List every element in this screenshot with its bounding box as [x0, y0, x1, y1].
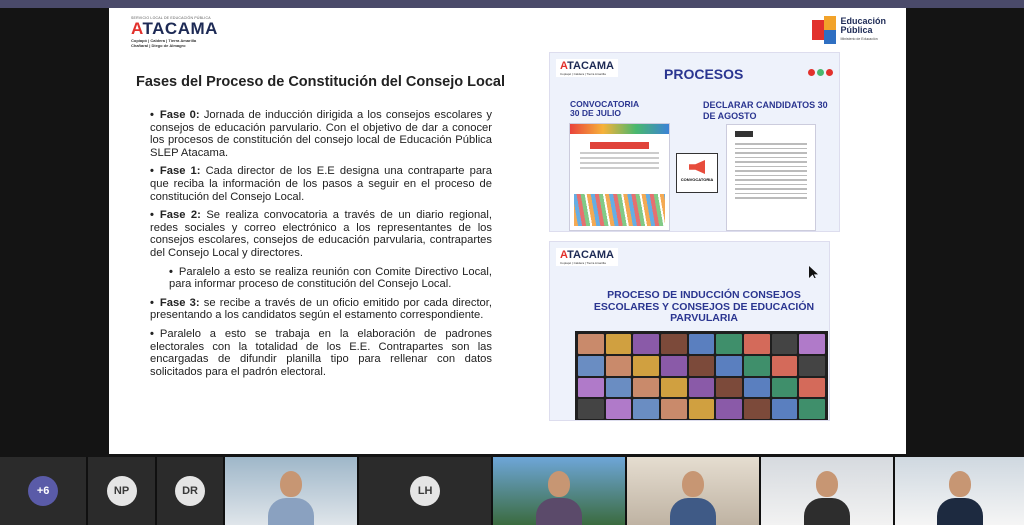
video-call-grid-image	[575, 331, 828, 421]
bullet-icon: •	[150, 165, 154, 178]
grid-tile	[689, 356, 715, 376]
grid-tile	[689, 334, 715, 354]
grid-tile	[744, 356, 770, 376]
grid-tile	[578, 399, 604, 419]
grid-tile	[661, 356, 687, 376]
phase-item	[150, 266, 492, 291]
bullet-icon: •	[150, 296, 154, 309]
grid-tile	[716, 378, 742, 398]
grid-tile	[772, 378, 798, 398]
phase-item	[150, 109, 492, 159]
atacama-logo	[131, 16, 241, 48]
grid-tile	[689, 378, 715, 398]
phase-text: Jornada de inducción dirigida a los consejos escolares y consejos de educación parvulario. Con el objetivo de dar a conocer los procesos de constitución del consejo local de Educación Pública SLEP Atacama.	[150, 109, 493, 159]
grid-tile	[716, 399, 742, 419]
participant-video-image	[536, 471, 582, 525]
panel-dots	[808, 69, 833, 76]
more-participants-badge[interactable]: +6	[28, 476, 58, 506]
declarar-candidatos-label: DECLARAR CANDIDATOS 30 DE AGOSTO	[703, 100, 828, 121]
grid-tile	[716, 334, 742, 354]
convocatoria-poster-image	[569, 123, 670, 231]
grid-tile	[716, 356, 742, 376]
participant-video-image	[804, 471, 850, 525]
phase-item	[150, 297, 492, 322]
induccion-heading: PROCESO DE INDUCCIÓN CONSEJOS ESCOLARES Y CONSEJOS DE EDUCACIÓN PARVULARIA	[593, 289, 815, 324]
bullet-icon: •	[169, 265, 173, 278]
convocatoria-label	[570, 100, 639, 118]
shared-screen-slide	[109, 8, 906, 454]
participant-tile[interactable]	[627, 457, 759, 525]
megaphone-label: CONVOCATORIA	[680, 177, 714, 182]
grid-tile	[744, 378, 770, 398]
phase-text: Paralelo a esto se trabaja en la elaboración de padrones electorales con la totalidad de los E.E. Contrapartes son las encargadas de difundir planilla tipo para rellenar con datos solicitados para el padrón electoral.	[150, 327, 492, 378]
participant-video-image	[268, 471, 314, 525]
logo-sub2: Chañaral | Diego de Almagro	[131, 43, 186, 48]
participant-tile[interactable]	[157, 457, 223, 525]
cube-icon	[812, 16, 836, 44]
participant-avatar[interactable]: LH	[410, 476, 440, 506]
grid-tile	[772, 356, 798, 376]
procesos-heading: PROCESOS	[664, 66, 744, 82]
phase-item	[150, 165, 492, 203]
grid-tile	[633, 378, 659, 398]
megaphone-icon	[689, 160, 705, 174]
meeting-top-bar	[0, 0, 1024, 8]
mini-atacama-logo-2: ATACAMA Copiapó | Caldera | Tierra Amarilla	[556, 248, 618, 266]
grid-tile	[578, 356, 604, 376]
convocatoria-text: CONVOCATORIA	[570, 99, 640, 109]
phase-item	[150, 328, 492, 378]
participant-strip	[0, 457, 1024, 525]
participant-avatar[interactable]: DR	[175, 476, 205, 506]
grid-tile	[606, 356, 632, 376]
participant-tile[interactable]	[225, 457, 357, 525]
phase-label: Fase 3:	[159, 296, 200, 309]
participant-video-image	[937, 471, 983, 525]
bullet-icon: •	[150, 327, 154, 340]
phase-item	[150, 209, 492, 259]
phase-label: Fase 2:	[159, 209, 201, 222]
edu-line2: Pública	[840, 24, 873, 35]
grid-tile	[744, 334, 770, 354]
grid-tile	[772, 334, 798, 354]
grid-tile	[578, 378, 604, 398]
educacion-publica-logo	[812, 16, 886, 44]
logo-name-rest: TACAMA	[142, 19, 218, 38]
slide-title: Fases del Proceso de Constitución del Consejo Local	[136, 74, 506, 90]
participant-tile[interactable]	[761, 457, 893, 525]
grid-tile	[606, 378, 632, 398]
oficio-document-image	[726, 124, 816, 231]
participant-tile[interactable]	[895, 457, 1024, 525]
bullet-icon: •	[150, 209, 154, 222]
grid-tile	[633, 334, 659, 354]
procesos-panel	[549, 52, 840, 232]
grid-tile	[799, 334, 825, 354]
grid-tile	[606, 334, 632, 354]
grid-tile	[799, 399, 825, 419]
bullet-icon: •	[150, 109, 154, 121]
grid-tile	[689, 399, 715, 419]
phase-label: Fase 0:	[159, 109, 200, 121]
phases-list	[150, 109, 492, 384]
phase-text: Cada director de los E.E designa una contraparte para que reciba la información de los pasos a seguir en el proceso de constitución del Consejo Local.	[150, 165, 492, 203]
participant-tile[interactable]	[359, 457, 491, 525]
mini-logo-sub-2: Copiapó | Caldera | Tierra Amarilla	[560, 261, 606, 265]
mini-logo-sub: Copiapó | Caldera | Tierra Amarilla	[560, 72, 606, 76]
participant-tile[interactable]	[0, 457, 86, 525]
logo-top-line: SERVICIO LOCAL DE EDUCACIÓN PÚBLICA	[131, 16, 211, 20]
phase-text: se recibe a través de un oficio emitido por cada director, presentando a los candidatos según el estamento correspondiente.	[150, 296, 492, 322]
induccion-panel	[549, 241, 830, 421]
edu-ministry: Ministerio de Educación	[840, 36, 878, 41]
participant-tile[interactable]	[493, 457, 625, 525]
phase-text: Se realiza convocatoria a través de un diario regional, redes sociales y correo electrónico a los representantes de los consejos escolares, consejos de educación parvularia, contrapartes del Consejo Local y directores.	[150, 209, 492, 259]
convocatoria-date: 30 DE JULIO	[570, 108, 622, 118]
grid-tile	[772, 399, 798, 419]
grid-tile	[799, 378, 825, 398]
grid-tile	[633, 399, 659, 419]
megaphone-card	[676, 153, 718, 193]
logo-name: ATACAMA	[131, 19, 218, 38]
phase-text: Paralelo a esto se realiza reunión con Comite Directivo Local, para informar proceso de constitución del Consejo Local.	[169, 265, 492, 291]
grid-tile	[606, 399, 632, 419]
grid-tile	[744, 399, 770, 419]
grid-tile	[578, 334, 604, 354]
grid-tile	[661, 334, 687, 354]
phase-label: Fase 1:	[159, 165, 201, 178]
participant-video-image	[670, 471, 716, 525]
logo-sub1: Copiapó | Caldera | Tierra Amarilla	[131, 38, 197, 43]
mini-atacama-logo: ATACAMA Copiapó | Caldera | Tierra Amarilla	[556, 59, 618, 77]
grid-tile	[799, 356, 825, 376]
edu-line1: Educación	[840, 15, 886, 26]
grid-tile	[661, 378, 687, 398]
participant-tile[interactable]	[88, 457, 154, 525]
grid-tile	[661, 399, 687, 419]
participant-avatar[interactable]: NP	[107, 476, 137, 506]
grid-tile	[633, 356, 659, 376]
